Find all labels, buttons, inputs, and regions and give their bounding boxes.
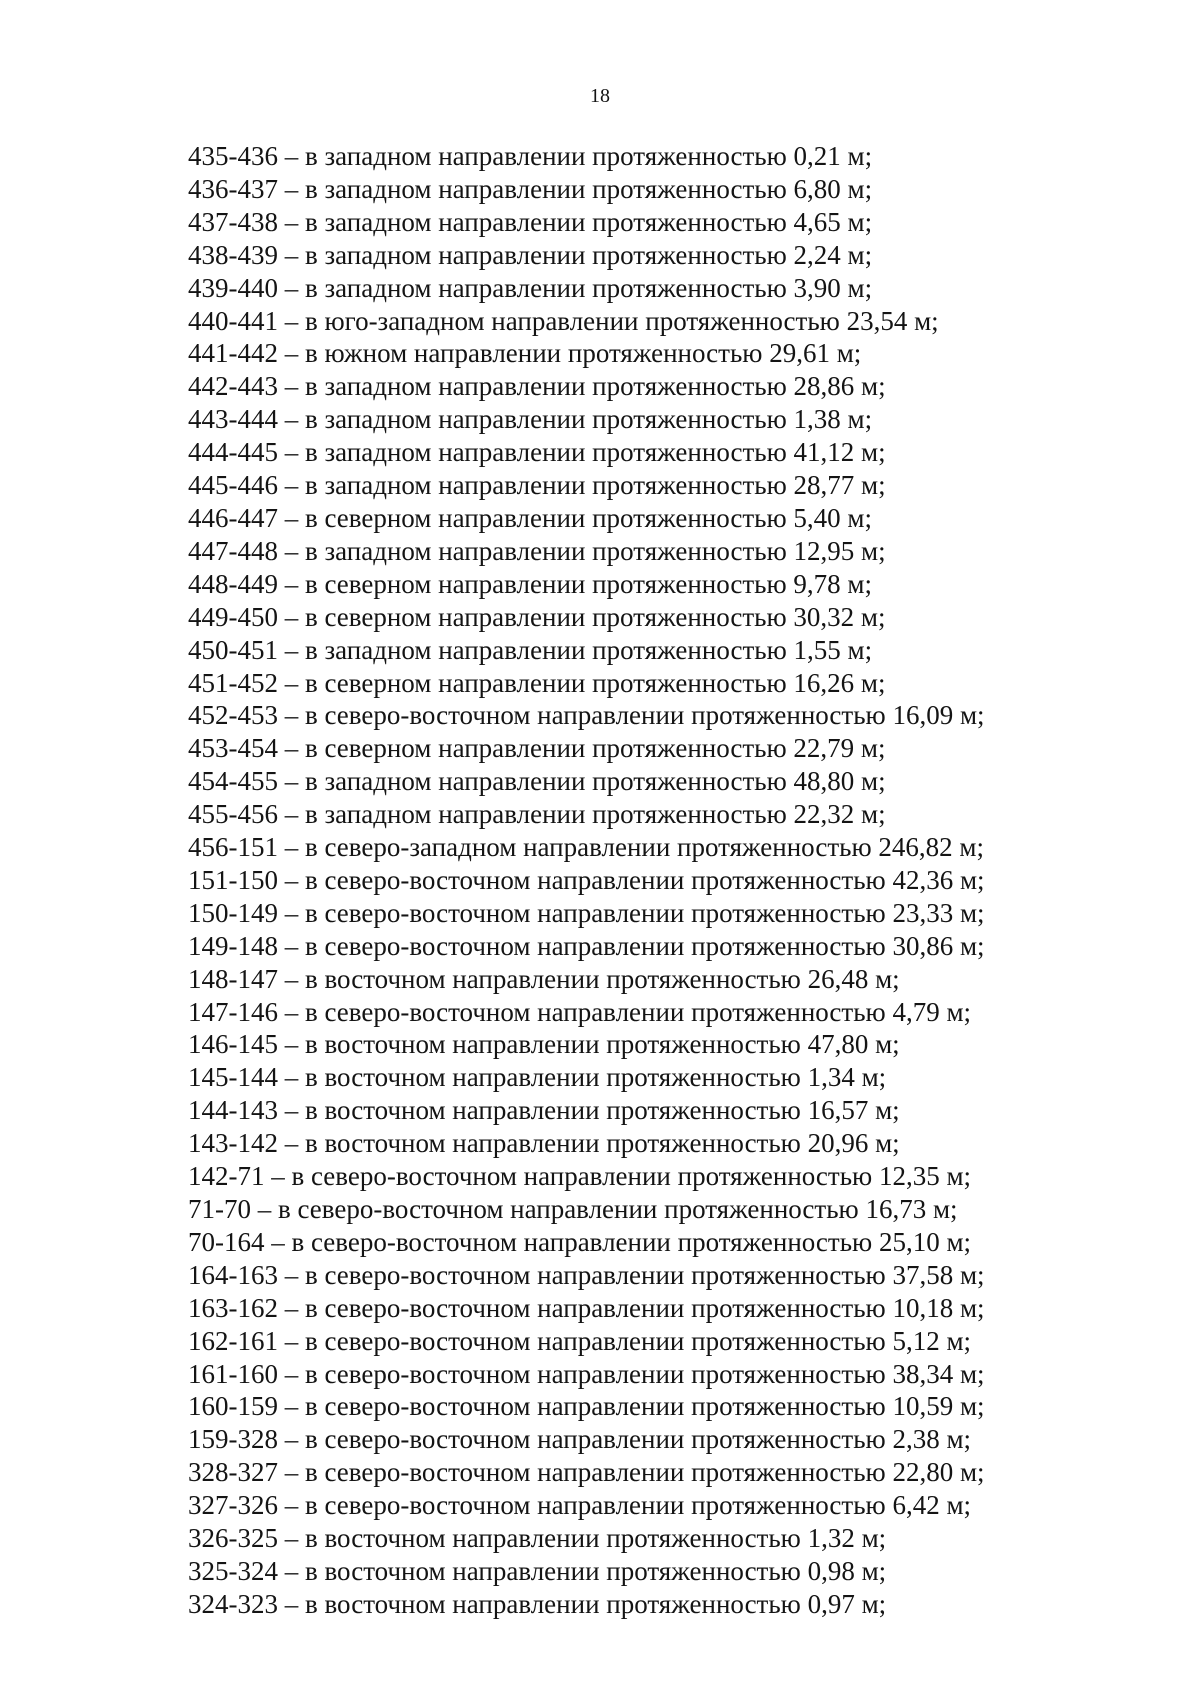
boundary-segment-line: 143-142 – в восточном направлении протяженностью 20,96 м;: [188, 1128, 900, 1159]
boundary-segment-line: 150-149 – в северо-восточном направлении протяженностью 23,33 м;: [188, 897, 985, 928]
boundary-segment-line: 455-456 – в западном направлении протяженностью 22,32 м;: [188, 799, 886, 830]
boundary-segment-line: 327-326 – в северо-восточном направлении протяженностью 6,42 м;: [188, 1490, 972, 1521]
boundary-segment-list: [188, 140, 1118, 1621]
boundary-segment-line: 436-437 – в западном направлении протяженностью 6,80 м;: [188, 173, 873, 204]
boundary-segment-line: 164-163 – в северо-восточном направлении протяженностью 37,58 м;: [188, 1259, 985, 1290]
boundary-segment-line: 328-327 – в северо-восточном направлении протяженностью 22,80 м;: [188, 1457, 985, 1488]
boundary-segment-line: 442-443 – в западном направлении протяженностью 28,86 м;: [188, 371, 886, 402]
boundary-segment-line: 147-146 – в северо-восточном направлении протяженностью 4,79 м;: [188, 996, 972, 1027]
boundary-segment-line: 148-147 – в восточном направлении протяженностью 26,48 м;: [188, 963, 900, 994]
page-number: 18: [590, 85, 610, 107]
boundary-segment-line: 456-151 – в северо-западном направлении протяженностью 246,82 м;: [188, 832, 984, 863]
boundary-segment-line: 437-438 – в западном направлении протяженностью 4,65 м;: [188, 206, 873, 237]
boundary-segment-line: 70-164 – в северо-восточном направлении протяженностью 25,10 м;: [188, 1226, 972, 1257]
boundary-segment-line: 163-162 – в северо-восточном направлении протяженностью 10,18 м;: [188, 1292, 985, 1323]
boundary-segment-line: 450-451 – в западном направлении протяженностью 1,55 м;: [188, 634, 873, 665]
boundary-segment-line: 446-447 – в северном направлении протяженностью 5,40 м;: [188, 502, 873, 533]
boundary-segment-line: 71-70 – в северо-восточном направлении протяженностью 16,73 м;: [188, 1194, 958, 1224]
boundary-segment-line: 454-455 – в западном направлении протяженностью 48,80 м;: [188, 766, 886, 797]
boundary-segment-line: 441-442 – в южном направлении протяженностью 29,61 м;: [188, 338, 862, 369]
boundary-segment-line: 325-324 – в восточном направлении протяженностью 0,98 м;: [188, 1555, 887, 1586]
boundary-segment-line: 447-448 – в западном направлении протяженностью 12,95 м;: [188, 535, 886, 566]
boundary-segment-line: 452-453 – в северо-восточном направлении протяженностью 16,09 м;: [188, 700, 985, 731]
boundary-segment-line: 162-161 – в северо-восточном направлении протяженностью 5,12 м;: [188, 1325, 972, 1356]
boundary-segment-line: 145-144 – в восточном направлении протяженностью 1,34 м;: [188, 1062, 887, 1093]
boundary-segment-line: 142-71 – в северо-восточном направлении протяженностью 12,35 м;: [188, 1161, 972, 1192]
boundary-segment-line: 444-445 – в западном направлении протяженностью 41,12 м;: [188, 437, 886, 468]
boundary-segment-line: 160-159 – в северо-восточном направлении протяженностью 10,59 м;: [188, 1391, 985, 1422]
boundary-segment-line: 149-148 – в северо-восточном направлении протяженностью 30,86 м;: [188, 930, 985, 961]
boundary-segment-line: 326-325 – в восточном направлении протяженностью 1,32 м;: [188, 1523, 887, 1554]
boundary-segment-line: 151-150 – в северо-восточном направлении протяженностью 42,36 м;: [188, 864, 985, 895]
boundary-segment-line: 159-328 – в северо-восточном направлении протяженностью 2,38 м;: [188, 1424, 972, 1455]
boundary-segment-line: 440-441 – в юго-западном направлении протяженностью 23,54 м;: [188, 305, 939, 336]
boundary-segment-line: 161-160 – в северо-восточном направлении протяженностью 38,34 м;: [188, 1358, 985, 1389]
boundary-segment-line: 146-145 – в восточном направлении протяженностью 47,80 м;: [188, 1029, 900, 1060]
boundary-segment-line: 449-450 – в северном направлении протяженностью 30,32 м;: [188, 601, 886, 632]
boundary-segment-line: 144-143 – в восточном направлении протяженностью 16,57 м;: [188, 1095, 900, 1126]
boundary-segment-line: 445-446 – в западном направлении протяженностью 28,77 м;: [188, 470, 886, 501]
boundary-segment-line: 443-444 – в западном направлении протяженностью 1,38 м;: [188, 404, 873, 435]
boundary-segment-line: 448-449 – в северном направлении протяженностью 9,78 м;: [188, 568, 873, 599]
boundary-segment-line: 435-436 – в западном направлении протяженностью 0,21 м;: [188, 141, 873, 171]
boundary-segment-line: 438-439 – в западном направлении протяженностью 2,24 м;: [188, 239, 873, 270]
boundary-segment-line: 324-323 – в восточном направлении протяженностью 0,97 м;: [188, 1588, 887, 1619]
boundary-segment-line: 439-440 – в западном направлении протяженностью 3,90 м;: [188, 272, 873, 303]
boundary-segment-line: 453-454 – в северном направлении протяженностью 22,79 м;: [188, 733, 886, 764]
boundary-segment-line: 451-452 – в северном направлении протяженностью 16,26 м;: [188, 667, 886, 698]
